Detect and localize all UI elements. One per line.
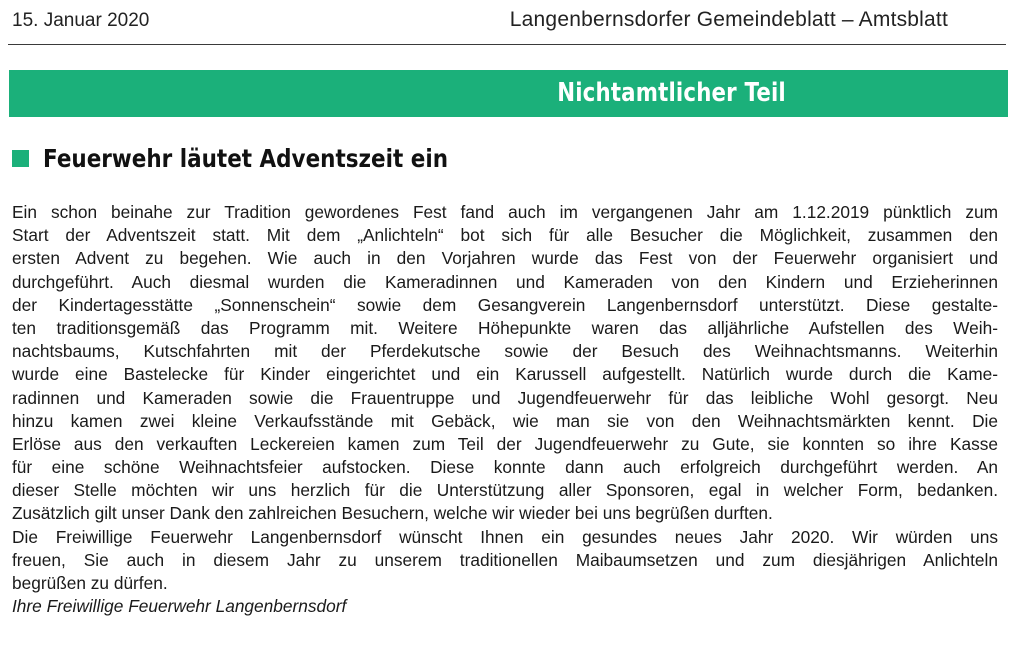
section-banner — [9, 70, 1008, 117]
body-line: radinnen und Kameraden sowie die Frauentruppe und Jugendfeuerwehr für das leibliche Wohl gesorgt. Neu — [12, 387, 998, 408]
article-body — [12, 201, 998, 618]
body-line: ersten Advent zu begehen. Wie auch in den Vorjahren wurde das Fest von der Feuerwehr organisiert und — [12, 248, 998, 269]
body-line: hinzu kamen zwei kleine Verkaufsstände mit Gebäck, wie man sie von den Weihnachtsmärkten kennt. Die — [12, 410, 998, 431]
body-line: Erlöse aus den verkauften Leckereien kamen zum Teil der Jugendfeuerwehr zu Gute, sie konnten so ihre Kasse — [12, 433, 998, 454]
body-line: begrüßen zu dürfen. — [12, 573, 168, 593]
body-line: Zusätzlich gilt unser Dank den zahlreichen Besuchern, welche wir wieder bei uns begrüßen durften. — [12, 503, 773, 524]
body-line: nachtsbaums, Kutschfahrten mit der Pferdekutsche sowie der Besuch des Weihnachtsmanns. Weiterhin — [12, 341, 998, 362]
body-line: ten traditionsgemäß das Programm mit. Weitere Höhepunkte waren das alljährliche Aufstellen des Weih- — [12, 317, 998, 338]
article-signature: Ihre Freiwillige Feuerwehr Langenbernsdorf — [12, 596, 347, 617]
page-header — [12, 8, 1002, 38]
body-line: für eine schöne Weihnachtsfeier aufstocken. Diese konnte dann auch erfolgreich durchgeführt werden. An — [12, 457, 998, 478]
body-line: durchgeführt. Auch diesmal wurden die Kameradinnen und Kameraden von den Kindern und Erzieherinnen — [12, 271, 998, 292]
body-line: der Kindertagesstätte „Sonnenschein“ sowie dem Gesangverein Langenbernsdorf unterstützt. Diese gestalte- — [12, 294, 998, 315]
body-line: wurde eine Bastelecke für Kinder eingerichtet und ein Karussell aufgestellt. Natürlich wurde durch die Kame- — [12, 364, 998, 385]
publication-title: Langenbernsdorfer Gemeindeblatt – Amtsblatt — [509, 8, 948, 31]
issue-date: 15. Januar 2020 — [12, 10, 150, 31]
body-line: Ein schon beinahe zur Tradition gewordenes Fest fand auch im vergangenen Jahr am 1.12.2019 pünktlich zum — [12, 202, 998, 222]
article-title: Feuerwehr läutet Adventszeit ein — [43, 143, 449, 173]
header-divider — [8, 44, 1006, 45]
body-line: Start der Adventszeit statt. Mit dem „Anlichteln“ bot sich für alle Besucher die Möglichkeit, zusammen den — [12, 225, 998, 246]
article-heading — [12, 141, 514, 175]
body-line: Die Freiwillige Feuerwehr Langenbernsdorf wünscht Ihnen ein gesundes neues Jahr 2020. Wir würden uns — [12, 526, 998, 547]
body-line: dieser Stelle möchten wir uns herzlich für die Unterstützung aller Sponsoren, egal in welcher Form, bedanken. — [12, 480, 998, 501]
section-label: Nichtamtlicher Teil — [557, 78, 786, 108]
square-bullet-icon — [12, 150, 29, 167]
body-line: freuen, Sie auch in diesem Jahr zu unserem traditionellen Maibaumsetzen und zum diesjährigen Anlichteln — [12, 549, 998, 570]
